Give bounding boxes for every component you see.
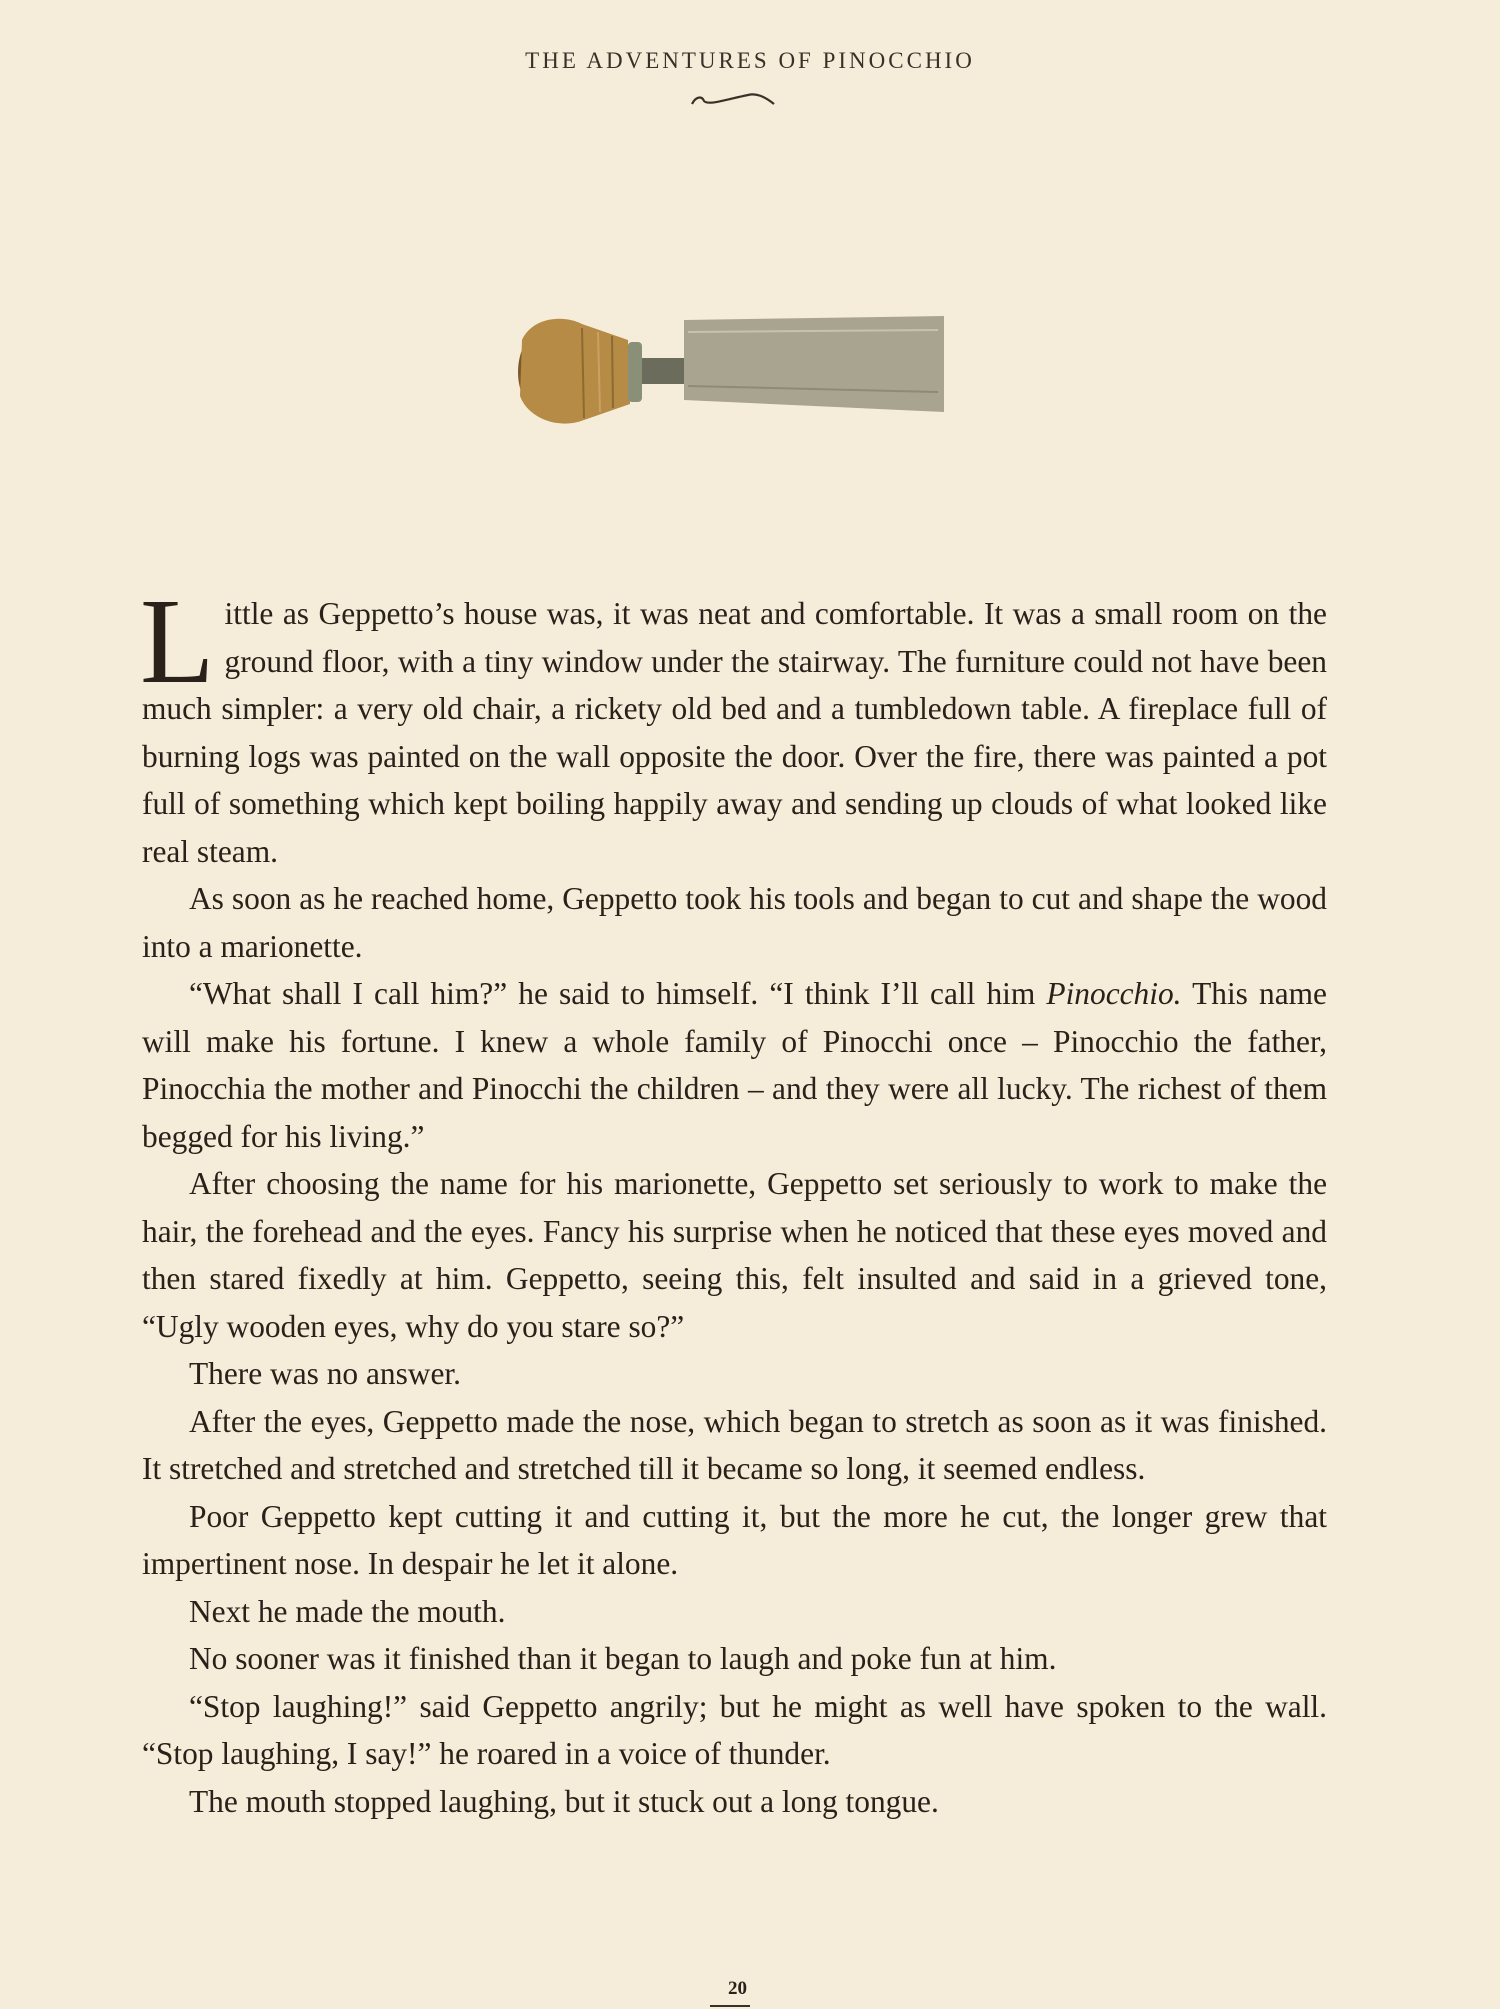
paragraph-text: “What shall I call him?” he said to himself. “I think I’ll call him [189, 976, 1047, 1011]
paragraph-8 [142, 1588, 1327, 1636]
paragraph-1 [140, 574, 1327, 875]
paragraph-text: As soon as he reached home, Geppetto took his tools and began to cut and shape the wood into a marionette. [142, 881, 1327, 964]
paragraph-6 [142, 1398, 1327, 1493]
paragraph-text: The mouth stopped laughing, but it stuck out a long tongue. [189, 1783, 939, 1819]
paragraph-text: “Stop laughing!” said Geppetto angrily; but he might as well have spoken to the wall. “Stop laughing, I say!” he roared in a voice of thunder. [142, 1688, 1327, 1771]
page-number: 20 [728, 1978, 747, 1999]
paragraph-text: Poor Geppetto kept cutting it and cutting it, but the more he cut, the longer grew that impertinent nose. In despair he let it alone. [142, 1498, 1327, 1581]
paragraph-2 [142, 875, 1327, 970]
italic-name: Pinocchio. [1046, 976, 1182, 1011]
chisel-icon [512, 300, 946, 440]
paragraph-text: No sooner was it finished than it began to laugh and poke fun at him. [189, 1641, 1057, 1676]
paragraph-text: This name will make his fortune. I knew a whole family of Pinocchi once – Pinocchio the father, Pinocchia the mother and Pinocchi the children – and they were all lucky. The richest of them begged for his living.” [142, 976, 1327, 1154]
paragraph-text: There was no answer. [189, 1356, 461, 1391]
paragraph-text: After the eyes, Geppetto made the nose, which began to stretch as soon as it was finished. It stretched and stretched and stretched till it became so long, it seemed endless. [142, 1403, 1327, 1486]
paragraph-text: Next he made the mouth. [189, 1593, 506, 1629]
paragraph-7 [142, 1493, 1327, 1588]
drop-cap: L [140, 574, 215, 709]
paragraph-5 [142, 1350, 1327, 1398]
paragraph-text: After choosing the name for his marionette, Geppetto set seriously to work to make the hair, the forehead and the eyes. Fancy his surprise when he noticed that these eyes moved and then stared fixedly at him. Geppetto, seeing this, felt insulted and said in a grieved tone, “Ugly wooden eyes, why do you stare so?” [142, 1166, 1327, 1344]
chapter-body [140, 574, 1327, 1825]
paragraph-text: ittle as Geppetto’s house was, it was neat and comfortable. It was a small room on the ground floor, with a tiny window under the stairway. The furniture could not have been much simpler: a very old chair, a rickety old bed and a tumbledown table. A fireplace full of burning logs was painted on the wall opposite the door. Over the fire, there was painted a pot full of something which kept boiling happily away and sending up clouds of what looked like real steam. [142, 596, 1327, 869]
running-head: THE ADVENTURES OF PINOCCHIO [525, 48, 975, 73]
page-number-rule [710, 2005, 750, 2007]
flourish-ornament-icon [688, 86, 778, 112]
paragraph-9 [142, 1635, 1327, 1683]
paragraph-10 [142, 1683, 1327, 1778]
paragraph-3 [142, 970, 1327, 1160]
paragraph-4 [142, 1160, 1327, 1350]
paragraph-11 [142, 1778, 1327, 1826]
